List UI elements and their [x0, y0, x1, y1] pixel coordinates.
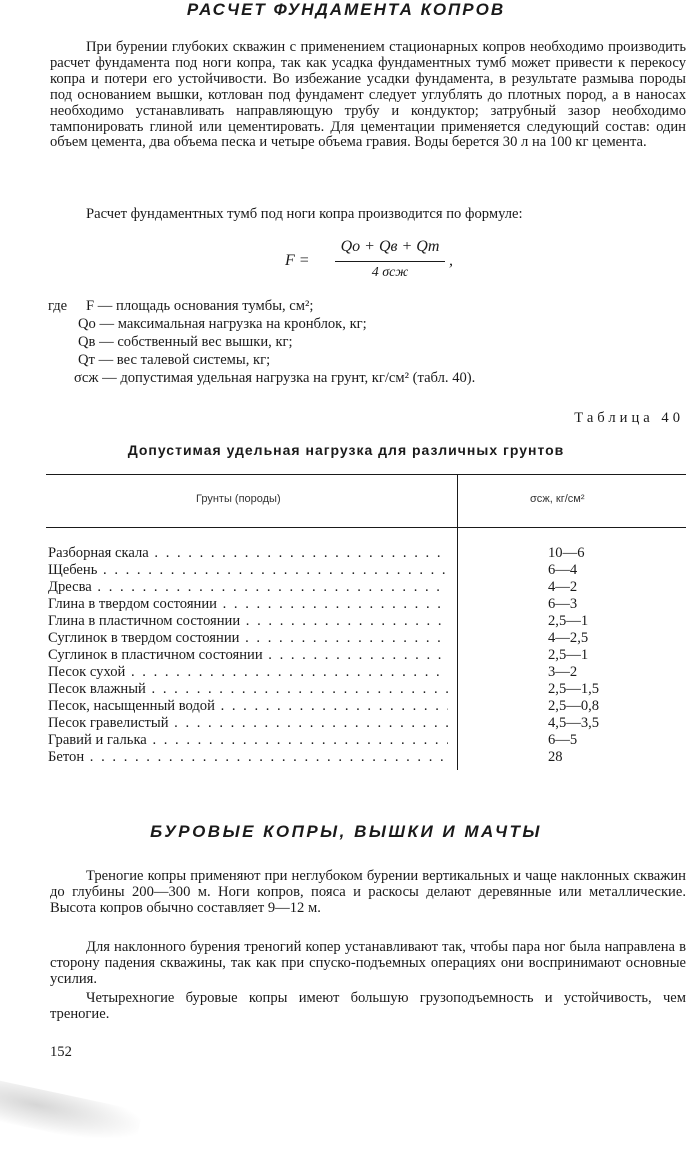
section-title-foundation: РАСЧЕТ ФУНДАМЕНТА КОПРОВ	[186, 0, 506, 19]
table-row	[48, 630, 668, 647]
load-value: 2,5—1,5	[548, 681, 600, 697]
soil-name: Песок, насыщенный водой . . .	[48, 698, 448, 715]
where-item: σсж — допустимая удельная нагрузка на грунт, кг/см² (табл. 40).	[74, 370, 476, 386]
formula-denominator: 4 σсж	[371, 265, 409, 280]
paragraph-inclined-drilling	[50, 940, 686, 988]
paragraph-text: Четырехногие буровые копры имеют большую грузоподъемность и устойчивость, чем треногие.	[50, 990, 686, 1022]
soil-name: Песок сухой . . .	[48, 664, 448, 681]
table-row	[48, 562, 668, 579]
where-item: Qo — максимальная нагрузка на кронблок, кг;	[78, 316, 367, 332]
paragraph-formula-intro	[50, 207, 686, 223]
soil-name: Глина в пластичном состоянии . . .	[48, 613, 448, 630]
soil-name: Щебень . . .	[48, 562, 448, 579]
soil-name: Гравий и галька . . .	[48, 732, 448, 749]
table-row	[48, 749, 668, 766]
soil-name: Суглинок в пластичном состоянии . . .	[48, 647, 448, 664]
column-header-soil: Грунты (породы)	[196, 493, 281, 505]
table-top-rule	[46, 474, 686, 475]
formula-lhs: F =	[285, 252, 310, 269]
scan-smudge	[0, 1080, 143, 1150]
paragraph-foundation-intro	[50, 40, 686, 151]
load-value: 2,5—1	[548, 613, 589, 629]
foundation-formula	[285, 238, 485, 286]
load-value: 2,5—0,8	[548, 698, 600, 714]
load-value: 10—6	[548, 545, 585, 561]
where-item: F — площадь основания тумбы, см²;	[86, 298, 314, 314]
fraction-bar	[335, 261, 445, 262]
load-value: 3—2	[548, 664, 578, 680]
soil-name: Песок гравелистый . . .	[48, 715, 448, 732]
load-value: 4—2,5	[548, 630, 589, 646]
load-value: 2,5—1	[548, 647, 589, 663]
paragraph-four-leg	[50, 991, 686, 1023]
paragraph-tripod-intro	[50, 869, 686, 917]
table-row	[48, 664, 668, 681]
soil-name: Бетон . . .	[48, 749, 448, 766]
paragraph-text: При бурении глубоких скважин с применением стационарных копров необходимо производить расчет фундамента под ноги копра, так как усадка фундаментных тумб может привести к перекосу копра и потери его устойчивости. Во избежание усадки фундамента, в результате размыва породы под основанием вышки, котлован под фундамент следует углублять до плотных пород, а в наносах необходимо устанавливать направляющую трубу и кондуктор; затрубный зазор необходимо тампонировать глиной или цементировать. Для цементации применяется следующий состав: один объем цемента, два объема песка и четыре объема гравия. Воды берется 30 л на 100 кг цемента.	[50, 39, 686, 151]
soil-name: Песок влажный . . .	[48, 681, 448, 698]
where-item: Qт — вес талевой системы, кг;	[78, 352, 271, 368]
table-row	[48, 647, 668, 664]
load-value: 4—2	[548, 579, 578, 595]
load-value: 28	[548, 749, 563, 765]
table-row	[48, 681, 668, 698]
table-row	[48, 613, 668, 630]
load-value: 4,5—3,5	[548, 715, 600, 731]
table-row	[48, 732, 668, 749]
table-row	[48, 545, 668, 562]
table-caption: Таблица 40	[574, 410, 684, 426]
paragraph-text: Для наклонного бурения треногий копер устанавливают так, чтобы пара ног была направлена в сторону падения скважины, так как при спуско-подъемных операциях они воспринимают основные усилия.	[50, 939, 686, 987]
column-header-value: σсж, кг/см²	[530, 493, 585, 505]
load-value: 6—5	[548, 732, 578, 748]
table-row	[48, 579, 668, 596]
paragraph-text: Расчет фундаментных тумб под ноги копра производится по формуле:	[86, 206, 523, 222]
paragraph-text: Треногие копры применяют при неглубоком бурении вертикальных и чаще наклонных скважин до глубины 200—300 м. Ноги копров, пояса и раскосы делают деревянные или металлические. Высота копров обычно составляет 9—12 м.	[50, 868, 686, 916]
table-row	[48, 698, 668, 715]
page-number: 152	[50, 1044, 72, 1060]
table-header-rule	[46, 527, 686, 528]
table-title: Допустимая удельная нагрузка для различных грунтов	[127, 442, 565, 458]
formula-comma: ,	[449, 252, 453, 269]
load-value: 6—3	[548, 596, 578, 612]
where-intro: где	[48, 298, 68, 314]
where-item: Qв — собственный вес вышки, кг;	[78, 334, 293, 350]
soil-name: Суглинок в твердом состоянии . . .	[48, 630, 448, 647]
soil-name: Дресва . . .	[48, 579, 448, 596]
formula-numerator: Qo + Qв + Qт	[340, 238, 440, 255]
soil-name: Глина в твердом состоянии . . .	[48, 596, 448, 613]
section-title-derricks: БУРОВЫЕ КОПРЫ, ВЫШКИ И МАЧТЫ	[150, 822, 542, 841]
load-value: 6—4	[548, 562, 578, 578]
table-row	[48, 596, 668, 613]
table-row	[48, 715, 668, 732]
soil-name: Разборная скала . . .	[48, 545, 448, 562]
